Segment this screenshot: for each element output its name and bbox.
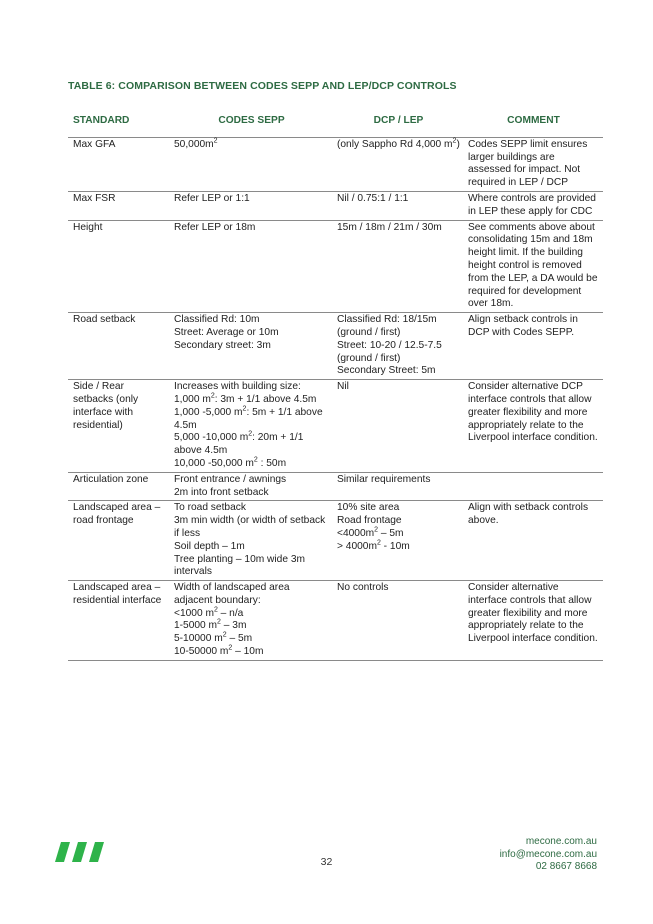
cell-dcp-lep: No controls (333, 581, 464, 661)
cell-comment: Consider alternative DCP interface controls that allow greater flexibility and more appropriately relate to the Liverpool interface condition. (464, 380, 603, 473)
header-standard: STANDARD (68, 110, 170, 137)
cell-dcp-lep: Classified Rd: 18/15m (ground / first) Street: 10-20 / 12.5-7.5 (ground / first) Secondary Street: 5m (333, 313, 464, 380)
table-row (68, 581, 603, 661)
cell-comment: See comments above about consolidating 15m and 18m height limit. If the building height control is removed from the LEP, a DA would be required for development over 18m. (464, 220, 603, 313)
phone-number: 02 8667 8668 (535, 861, 597, 873)
cell-codes-sepp: $50,000m^2$ (170, 137, 333, 191)
cell-standard: Landscaped area – residential interface (68, 581, 170, 661)
table-row (68, 191, 603, 220)
cell-standard: Max GFA (68, 137, 170, 191)
cell-codes-sepp: Width of landscaped area adjacent boundary: <1000 $m^2 - n/a$ 1-5000 $m^2 - 3m$ 5-10000 $m^2 - 5m$ 10-50000 $m^2 - 10m$ (170, 581, 333, 661)
cell-codes-sepp: Refer LEP or 18m (170, 220, 333, 313)
cell-comment: Codes SEPP limit ensures larger buildings are assessed for impact. Not required in LEP / DCP (464, 137, 603, 191)
cell-dcp-lep: 10% site area Road frontage $<4000m^2 - 5m$ > $4000m^2 - 10m$ (333, 501, 464, 581)
cell-standard: Max FSR (68, 191, 170, 220)
cell-comment: Where controls are provided in LEP these apply for CDC (464, 191, 603, 220)
email-link[interactable]: info@mecone.com.au (499, 848, 597, 860)
cell-comment: Consider alternative interface controls that allow greater flexibility and more appropriately relate to the Liverpool interface condition. (464, 581, 603, 661)
contact-block (500, 836, 597, 874)
cell-codes-sepp: Front entrance / awnings 2m into front setback (170, 472, 333, 501)
table-row (68, 220, 603, 313)
cell-standard: Landscaped area – road frontage (68, 501, 170, 581)
cell-codes-sepp: To road setback 3m min width (or width of setback if less Soil depth – 1m Tree planting – 10m wide 3m intervals (170, 501, 333, 581)
table-row (68, 137, 603, 191)
header-comment: COMMENT (464, 110, 603, 137)
header-codes-sepp: CODES SEPP (170, 110, 333, 137)
cell-standard: Side / Rear setbacks (only interface with residential) (68, 380, 170, 473)
table-header-row (68, 110, 603, 137)
cell-comment (464, 472, 603, 501)
cell-standard: Articulation zone (68, 472, 170, 501)
cell-comment: Align setback controls in DCP with Codes SEPP. (464, 313, 603, 380)
cell-dcp-lep: 15m / 18m / 21m / 30m (333, 220, 464, 313)
header-dcp-lep: DCP / LEP (333, 110, 464, 137)
table-row (68, 472, 603, 501)
cell-dcp-lep: Nil (333, 380, 464, 473)
table-body (68, 137, 603, 660)
table-row (68, 313, 603, 380)
cell-codes-sepp: Refer LEP or 1:1 (170, 191, 333, 220)
comparison-table (68, 110, 603, 661)
table-row (68, 501, 603, 581)
table-title: TABLE 6: COMPARISON BETWEEN CODES SEPP AND LEP/DCP CONTROLS (68, 80, 457, 92)
cell-comment: Align with setback controls above. (464, 501, 603, 581)
cell-codes-sepp: Classified Rd: 10m Street: Average or 10m Secondary street: 3m (170, 313, 333, 380)
page-number: 32 (320, 856, 333, 868)
cell-codes-sepp: Increases with building size: 1,000 $m^2$: 3m + 1/1 above 4.5m 1,000 -5,000 $m^2$: 5m + 1/1 above 4.5m 5,000 -10,000 $m^2$: 20m + 1/1 above 4.5m 10,000 -50,000 $m^2$ : 50m (170, 380, 333, 473)
table-row (68, 380, 603, 473)
cell-dcp-lep: (only Sappho Rd 4,000 $m^2$) (333, 137, 464, 191)
cell-dcp-lep: Nil / 0.75:1 / 1:1 (333, 191, 464, 220)
website-link[interactable]: mecone.com.au (525, 836, 597, 847)
cell-dcp-lep: Similar requirements (333, 472, 464, 501)
cell-standard: Height (68, 220, 170, 313)
cell-standard: Road setback (68, 313, 170, 380)
